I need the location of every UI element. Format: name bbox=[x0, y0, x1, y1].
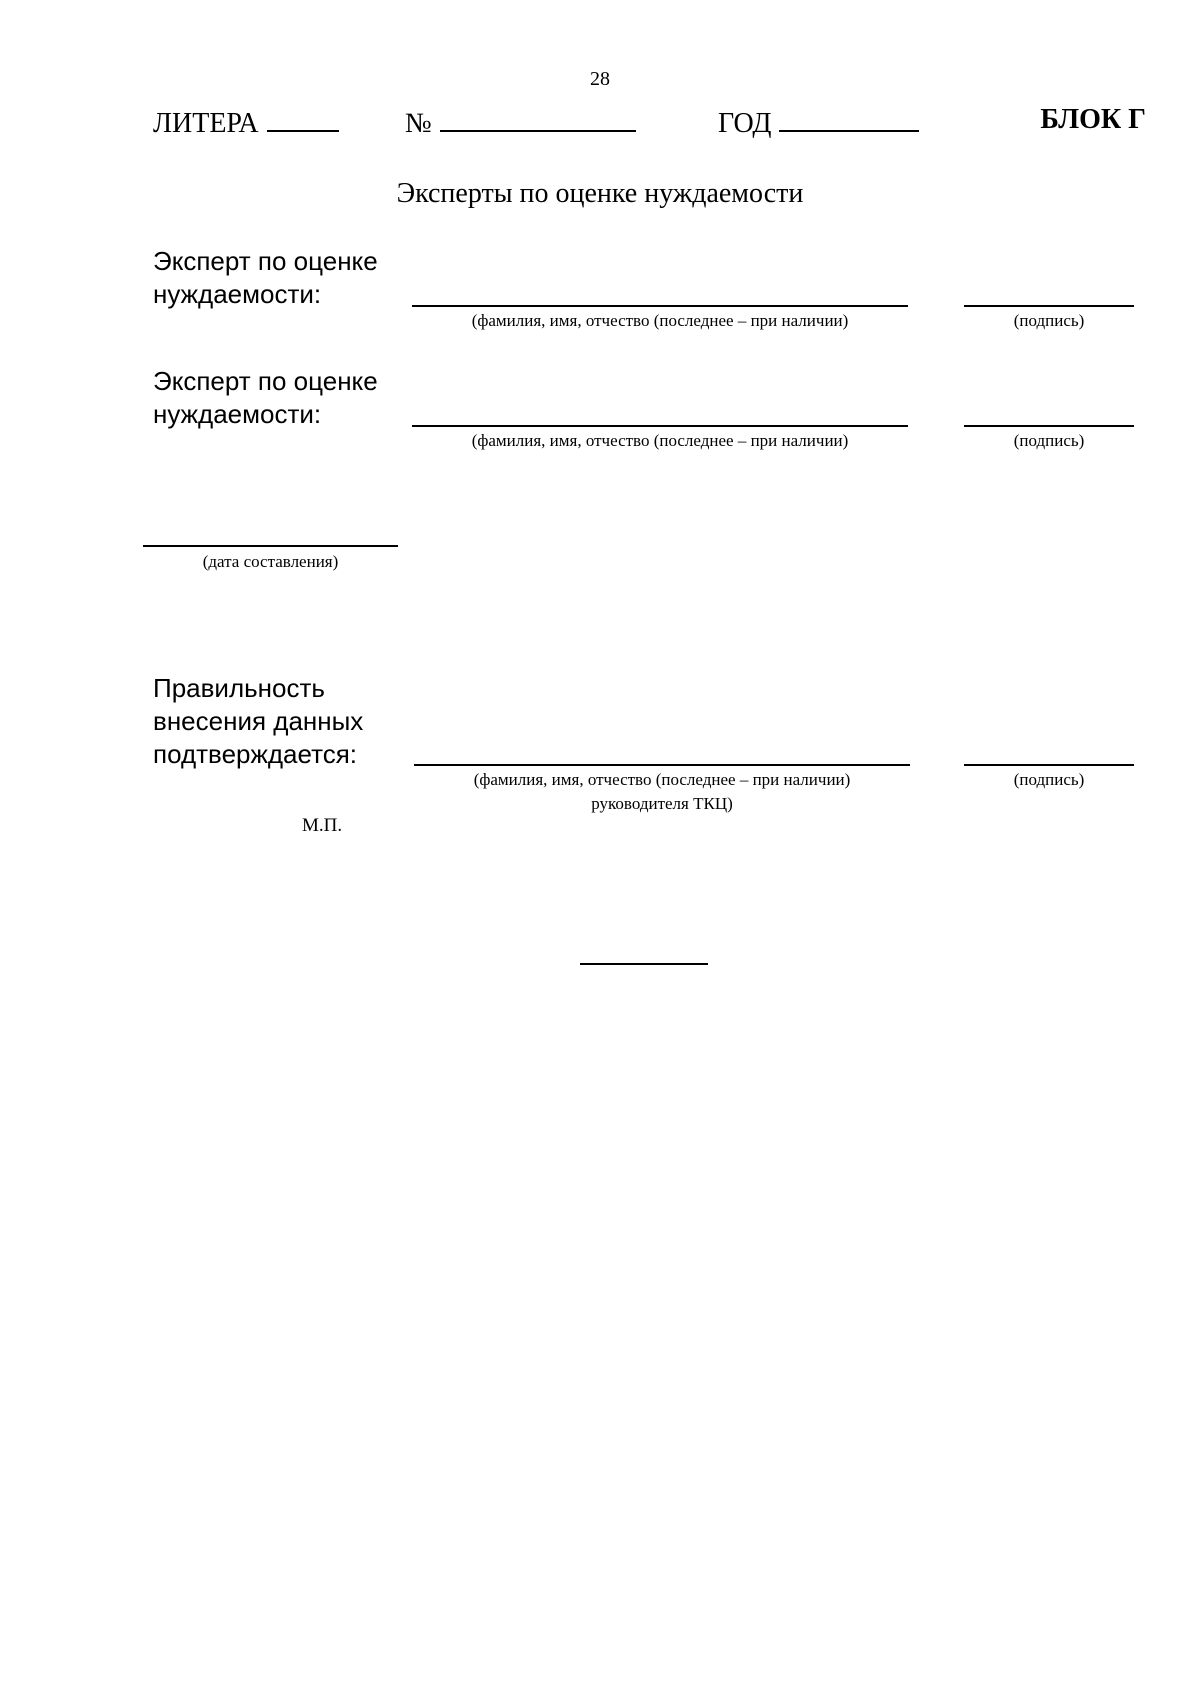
expert-1-label-line2: нуждаемости: bbox=[153, 279, 322, 309]
stamp-label: М.П. bbox=[302, 815, 343, 836]
expert-2-signature-caption: (подпись) bbox=[1013, 431, 1085, 450]
expert-1-name-line[interactable] bbox=[412, 305, 908, 307]
year-field bbox=[718, 104, 919, 140]
expert-1-name-caption: (фамилия, имя, отчество (последнее – при наличии) bbox=[471, 311, 849, 330]
confirmation-signature-caption: (подпись) bbox=[1013, 770, 1085, 789]
expert-1-label bbox=[153, 245, 378, 311]
expert-1-label-line1: Эксперт по оценке bbox=[153, 246, 378, 276]
expert-1-signature-line[interactable] bbox=[964, 305, 1134, 307]
confirmation-name-caption-line1: (фамилия, имя, отчество (последнее – при наличии) bbox=[473, 770, 851, 789]
confirmation-name-caption-line2: руководителя ТКЦ) bbox=[591, 794, 733, 813]
page-number: 28 bbox=[590, 68, 610, 90]
confirmation-name-caption bbox=[414, 768, 910, 816]
expert-2-signature-line[interactable] bbox=[964, 425, 1134, 427]
litera-field bbox=[153, 104, 339, 140]
year-label: ГОД bbox=[718, 108, 772, 139]
year-blank[interactable] bbox=[779, 104, 919, 132]
expert-2-name-line[interactable] bbox=[412, 425, 908, 427]
confirmation-label bbox=[153, 672, 363, 771]
litera-blank[interactable] bbox=[267, 104, 339, 132]
expert-1-signature-caption: (подпись) bbox=[1013, 311, 1085, 330]
expert-2-name-caption: (фамилия, имя, отчество (последнее – при наличии) bbox=[471, 431, 849, 450]
number-label: № bbox=[405, 108, 432, 139]
confirmation-label-line3: подтверждается: bbox=[153, 739, 358, 769]
confirmation-label-line2: внесения данных bbox=[153, 706, 364, 736]
number-field bbox=[405, 104, 636, 140]
expert-2-label-line1: Эксперт по оценке bbox=[153, 366, 378, 396]
expert-2-label bbox=[153, 365, 378, 431]
block-label: БЛОК Г bbox=[1040, 104, 1146, 135]
expert-2-label-line2: нуждаемости: bbox=[153, 399, 322, 429]
confirmation-label-line1: Правильность bbox=[153, 673, 325, 703]
date-line[interactable] bbox=[143, 545, 398, 547]
date-caption: (дата составления) bbox=[202, 552, 339, 571]
litera-label: ЛИТЕРА bbox=[153, 108, 259, 139]
confirmation-signature-line[interactable] bbox=[964, 764, 1134, 766]
closing-divider bbox=[580, 963, 708, 965]
confirmation-name-line[interactable] bbox=[414, 764, 910, 766]
number-blank[interactable] bbox=[440, 104, 636, 132]
section-title: Эксперты по оценке нуждаемости bbox=[396, 178, 804, 209]
